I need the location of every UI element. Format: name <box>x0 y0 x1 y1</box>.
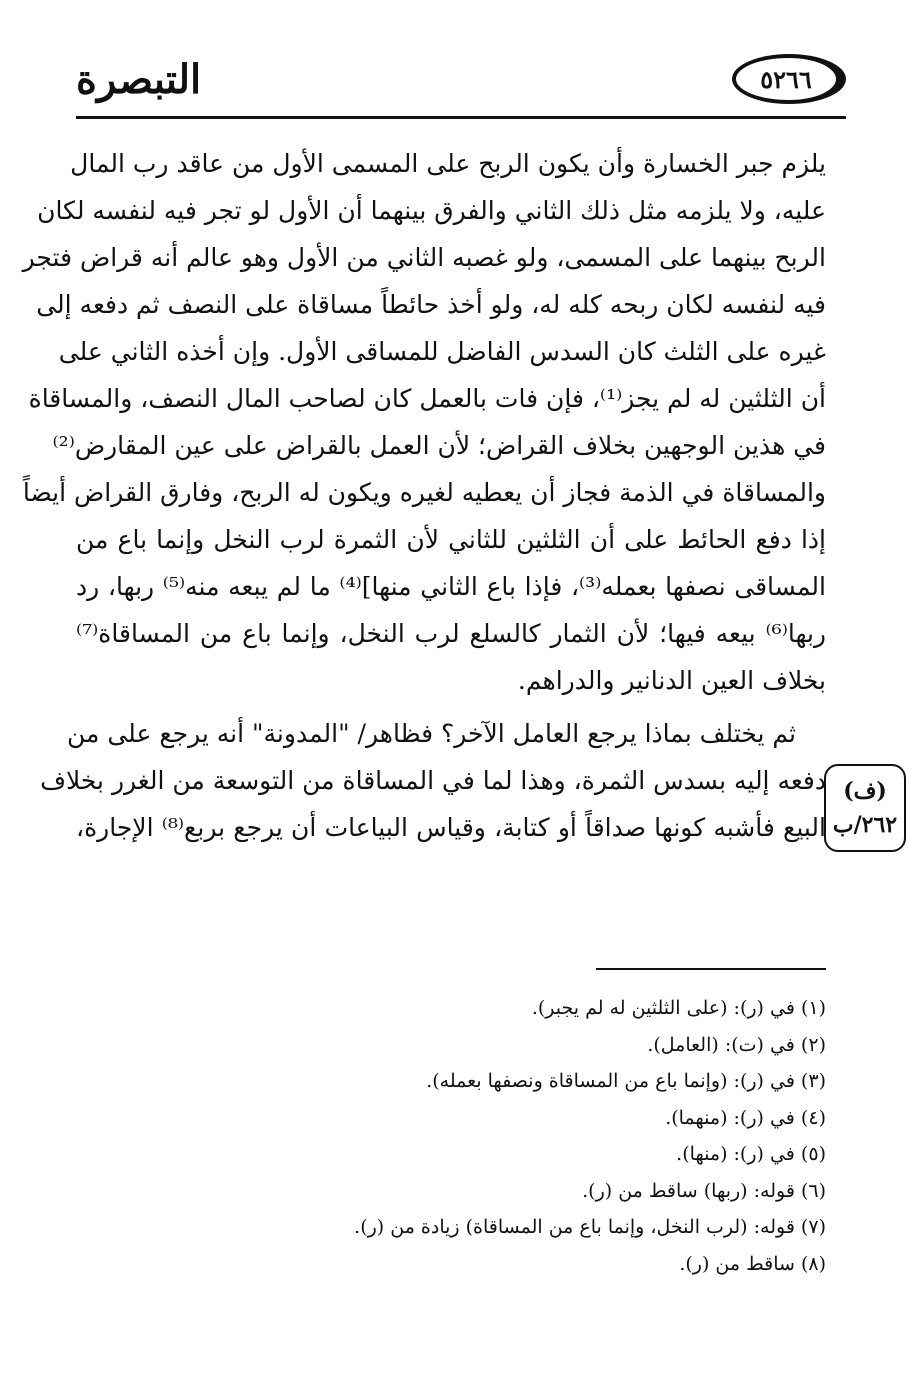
header-divider <box>76 116 846 119</box>
footnote: (٧) قوله: (لرب النخل، وإنما باع من المساقاة) زيادة من (ر). <box>354 1216 826 1238</box>
book-title: التبصرة <box>76 56 202 103</box>
footnote: (٥) في (ر): (منها). <box>676 1143 826 1165</box>
footnote: (٨) ساقط من (ر). <box>679 1252 826 1275</box>
paragraph-2 <box>40 710 826 851</box>
text-line: إذا دفع الحائط على أن الثلثين للثاني لأن الثمرة لرب النخل وإنما باع من <box>76 525 826 554</box>
text-line: المساقى نصفها بعمله⁽³⁾، فإذا باع الثاني منها]⁽⁴⁾ ما لم يبعه منه⁽⁵⁾ ربها، رد <box>76 572 826 601</box>
footnote: (٤) في (ر): (منهما). <box>665 1106 826 1129</box>
footnotes <box>126 990 826 1282</box>
text-line: فيه لنفسه لكان ربحه كله له، ولو أخذ حائطاً مساقاة على النصف ثم دفعه إلى <box>36 290 826 319</box>
text-line: البيع فأشبه كونها صداقاً أو كتابة، وقياس البياعات أن يرجع بربع⁽⁸⁾ الإجارة، <box>76 813 826 842</box>
main-text <box>22 140 826 851</box>
paragraph-1 <box>22 140 826 704</box>
text-line: ثم يختلف بماذا يرجع العامل الآخر؟ فظاهر/ "المدونة" أنه يرجع على من <box>66 719 796 748</box>
margin-note-source: (ف) <box>843 778 887 804</box>
page-header <box>76 50 846 120</box>
footnote: (٣) في (ر): (وإنما باع من المساقاة ونصفها بعمله). <box>426 1070 826 1092</box>
footnote: (١) في (ر): (على الثلثين له لم يجبر). <box>531 997 826 1019</box>
text-line: بخلاف العين الدنانير والدراهم. <box>517 666 826 695</box>
text-line: دفعه إليه بسدس الثمرة، وهذا لما في المساقاة من التوسعة من الغرر بخلاف <box>40 766 826 795</box>
text-line: والمساقاة في الذمة فجاز أن يعطيه لغيره ويكون له الربح، وفارق القراض أيضاً <box>22 478 826 507</box>
footnote: (٢) في (ت): (العامل). <box>647 1033 826 1056</box>
text-line: في هذين الوجهين بخلاف القراض؛ لأن العمل بالقراض على عين المقارض⁽²⁾ <box>52 431 826 460</box>
text-line: ربها⁽⁶⁾ بيعه فيها؛ لأن الثمار كالسلع لرب النخل، وإنما باع من المساقاة⁽⁷⁾ <box>76 619 826 648</box>
margin-manuscript-note <box>824 764 906 852</box>
text-line: أن الثلثين له لم يجز⁽¹⁾، فإن فات بالعمل كان لصاحب المال النصف، والمساقاة <box>28 384 826 413</box>
page-number: ٥٢٦٦ <box>732 54 846 104</box>
text-line: عليه، ولا يلزمه مثل ذلك الثاني والفرق بينهما أن الأول لو تجر فيه لنفسه لكان <box>37 196 826 225</box>
text-line: الربح بينهما على المسمى، ولو غصبه الثاني من الأول وهو عالم أنه قراض فتجر <box>22 243 826 272</box>
footnote-divider <box>596 968 826 970</box>
margin-note-folio: ٢٦٢/ب <box>832 812 898 838</box>
text-line: يلزم جبر الخسارة وأن يكون الربح على المسمى الأول من عاقد رب المال <box>70 149 826 178</box>
footnote: (٦) قوله: (ربها) ساقط من (ر). <box>582 1179 826 1202</box>
text-line: غيره على الثلث كان السدس الفاضل للمساقى الأول. وإن أخذه الثاني على <box>58 337 826 366</box>
